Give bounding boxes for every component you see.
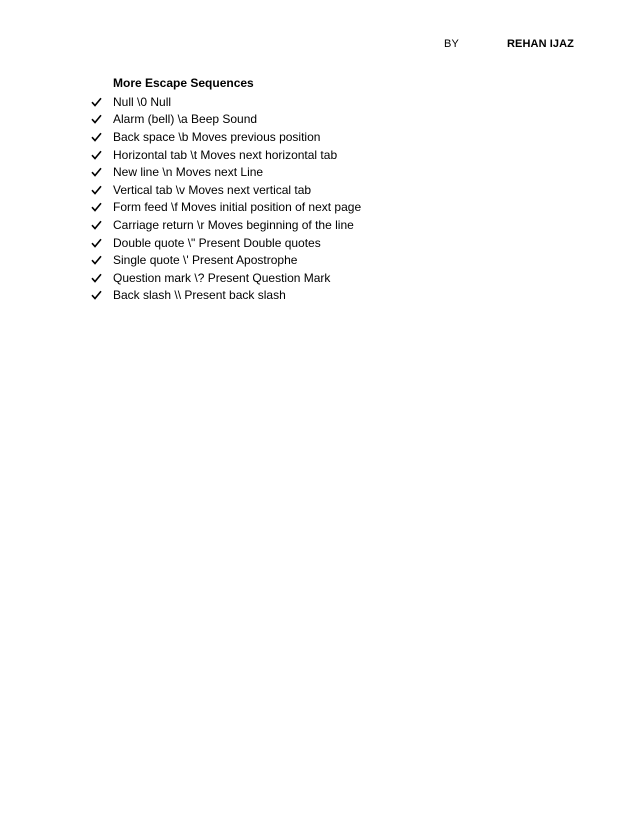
list-item-text: New line \n Moves next Line	[113, 165, 264, 180]
list-item-text: Question mark \? Present Question Mark	[113, 270, 331, 285]
header-by-label: BY	[444, 38, 460, 50]
checkmark-icon	[91, 150, 113, 160]
list-item	[91, 216, 361, 234]
checkmark-icon	[91, 202, 113, 212]
list-item-text: Carriage return \r Moves beginning of the line	[113, 217, 354, 232]
list-item	[91, 146, 361, 164]
checkmark-icon	[91, 114, 113, 124]
section-title: More Escape Sequences	[113, 76, 254, 90]
list-item	[91, 111, 361, 129]
list-item-text: Form feed \f Moves initial position of next page	[113, 200, 362, 215]
list-item	[91, 287, 361, 305]
list-item	[91, 163, 361, 181]
checkmark-icon	[91, 167, 113, 177]
escape-sequence-list	[91, 93, 361, 304]
checkmark-icon	[91, 97, 113, 107]
checkmark-icon	[91, 132, 113, 142]
list-item	[91, 269, 361, 287]
list-item	[91, 128, 361, 146]
list-item	[91, 93, 361, 111]
list-item	[91, 181, 361, 199]
checkmark-icon	[91, 238, 113, 248]
list-item-text: Double quote \" Present Double quotes	[113, 235, 321, 250]
checkmark-icon	[91, 220, 113, 230]
list-item-text: Null \0 Null	[113, 94, 172, 109]
list-item-text: Alarm (bell) \a Beep Sound	[113, 112, 258, 127]
checkmark-icon	[91, 185, 113, 195]
checkmark-icon	[91, 255, 113, 265]
checkmark-icon	[91, 273, 113, 283]
list-item	[91, 199, 361, 217]
list-item-text: Horizontal tab \t Moves next horizontal tab	[113, 147, 338, 162]
list-item	[91, 251, 361, 269]
list-item-text: Back space \b Moves previous position	[113, 129, 321, 144]
list-item	[91, 234, 361, 252]
list-item-text: Back slash \\ Present back slash	[113, 288, 286, 303]
list-item-text: Single quote \' Present Apostrophe	[113, 253, 298, 268]
header-author-name: REHAN IJAZ	[507, 38, 575, 50]
checkmark-icon	[91, 290, 113, 300]
list-item-text: Vertical tab \v Moves next vertical tab	[113, 182, 312, 197]
